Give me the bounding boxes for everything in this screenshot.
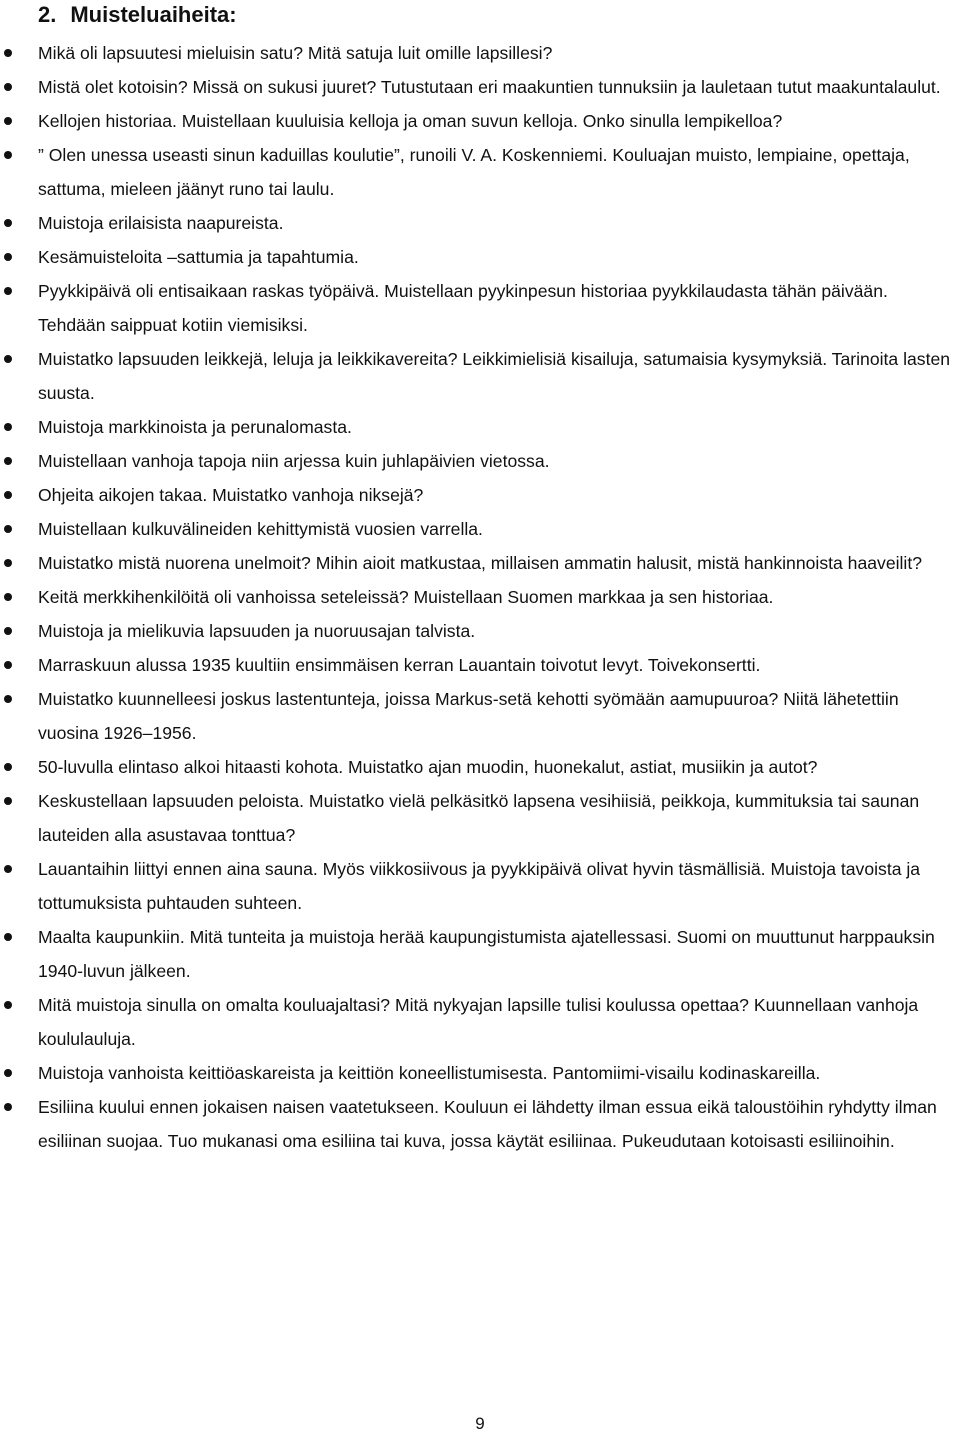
list-item: Muistatko mistä nuorena unelmoit? Mihin aioit matkustaa, millaisen ammatin halusit, mistä hankinnoista haaveilit? [0,546,960,580]
list-item: Muistoja erilaisista naapureista. [0,206,960,240]
list-item: Kellojen historiaa. Muistellaan kuuluisia kelloja ja oman suvun kelloja. Onko sinulla lempikelloa? [0,104,960,138]
list-item: Muistoja ja mielikuvia lapsuuden ja nuoruusajan talvista. [0,614,960,648]
list-item: Kesämuisteloita –sattumia ja tapahtumia. [0,240,960,274]
list-item: Muistellaan vanhoja tapoja niin arjessa kuin juhlapäivien vietossa. [0,444,960,478]
list-item: Maalta kaupunkiin. Mitä tunteita ja muistoja herää kaupungistumista ajatellessasi. Suomi on muuttunut harppauksin 1940-luvun jälkeen. [0,920,960,988]
list-item: Muistatko lapsuuden leikkejä, leluja ja leikkikavereita? Leikkimielisiä kisailuja, satumaisia kysymyksiä. Tarinoita lasten suusta. [0,342,960,410]
list-item: 50-luvulla elintaso alkoi hitaasti kohota. Muistatko ajan muodin, huonekalut, astiat, musiikin ja autot? [0,750,960,784]
list-item: Lauantaihin liittyi ennen aina sauna. Myös viikkosiivous ja pyykkipäivä olivat hyvin täsmällisiä. Muistoja tavoista ja tottumuksista puhtauden suhteen. [0,852,960,920]
list-item: Ohjeita aikojen takaa. Muistatko vanhoja niksejä? [0,478,960,512]
list-item: Pyykkipäivä oli entisaikaan raskas työpäivä. Muistellaan pyykinpesun historiaa pyykkilaudasta tähän päivään. Tehdään saippuat kotiin viemisiksi. [0,274,960,342]
section-number: 2. [38,2,57,27]
topic-list [0,36,960,1158]
list-item: Muistoja markkinoista ja perunalomasta. [0,410,960,444]
page-number: 9 [475,1414,485,1433]
list-item: Keskustellaan lapsuuden peloista. Muistatko vielä pelkäsitkö lapsena vesihiisiä, peikkoja, kummituksia tai saunan lauteiden alla asustavaa tonttua? [0,784,960,852]
list-item: Muistellaan kulkuvälineiden kehittymistä vuosien varrella. [0,512,960,546]
list-item: Mitä muistoja sinulla on omalta kouluajaltasi? Mitä nykyajan lapsille tulisi koulussa opettaa? Kuunnellaan vanhoja koululauluja. [0,988,960,1056]
section-title: Muisteluaiheita: [70,2,237,27]
list-item: Muistatko kuunnelleesi joskus lastentunteja, joissa Markus-setä kehotti syömään aamupuuroa? Niitä lähetettiin vuosina 1926–1956. [0,682,960,750]
section-heading [38,2,237,28]
list-item: Esiliina kuului ennen jokaisen naisen vaatetukseen. Kouluun ei lähdetty ilman essua eikä taloustöihin ryhdytty ilman esiliinan suojaa. Tuo mukanasi oma esiliina tai kuva, jossa käytät esiliinaa. Pukeudutaan kotoisasti esiliinoihin. [0,1090,960,1158]
list-item: Marraskuun alussa 1935 kuultiin ensimmäisen kerran Lauantain toivotut levyt. Toivekonsertti. [0,648,960,682]
list-item: Mistä olet kotoisin? Missä on sukusi juuret? Tutustutaan eri maakuntien tunnuksiin ja lauletaan tutut maakuntalaulut. [0,70,960,104]
list-item: Mikä oli lapsuutesi mieluisin satu? Mitä satuja luit omille lapsillesi? [0,36,960,70]
list-item: Keitä merkkihenkilöitä oli vanhoissa seteleissä? Muistellaan Suomen markkaa ja sen historiaa. [0,580,960,614]
list-item: ” Olen unessa useasti sinun kaduillas koulutie”, runoili V. A. Koskenniemi. Kouluajan muisto, lempiaine, opettaja, sattuma, mieleen jäänyt runo tai laulu. [0,138,960,206]
list-item: Muistoja vanhoista keittiöaskareista ja keittiön koneellistumisesta. Pantomiimi-visailu kodinaskareilla. [0,1056,960,1090]
